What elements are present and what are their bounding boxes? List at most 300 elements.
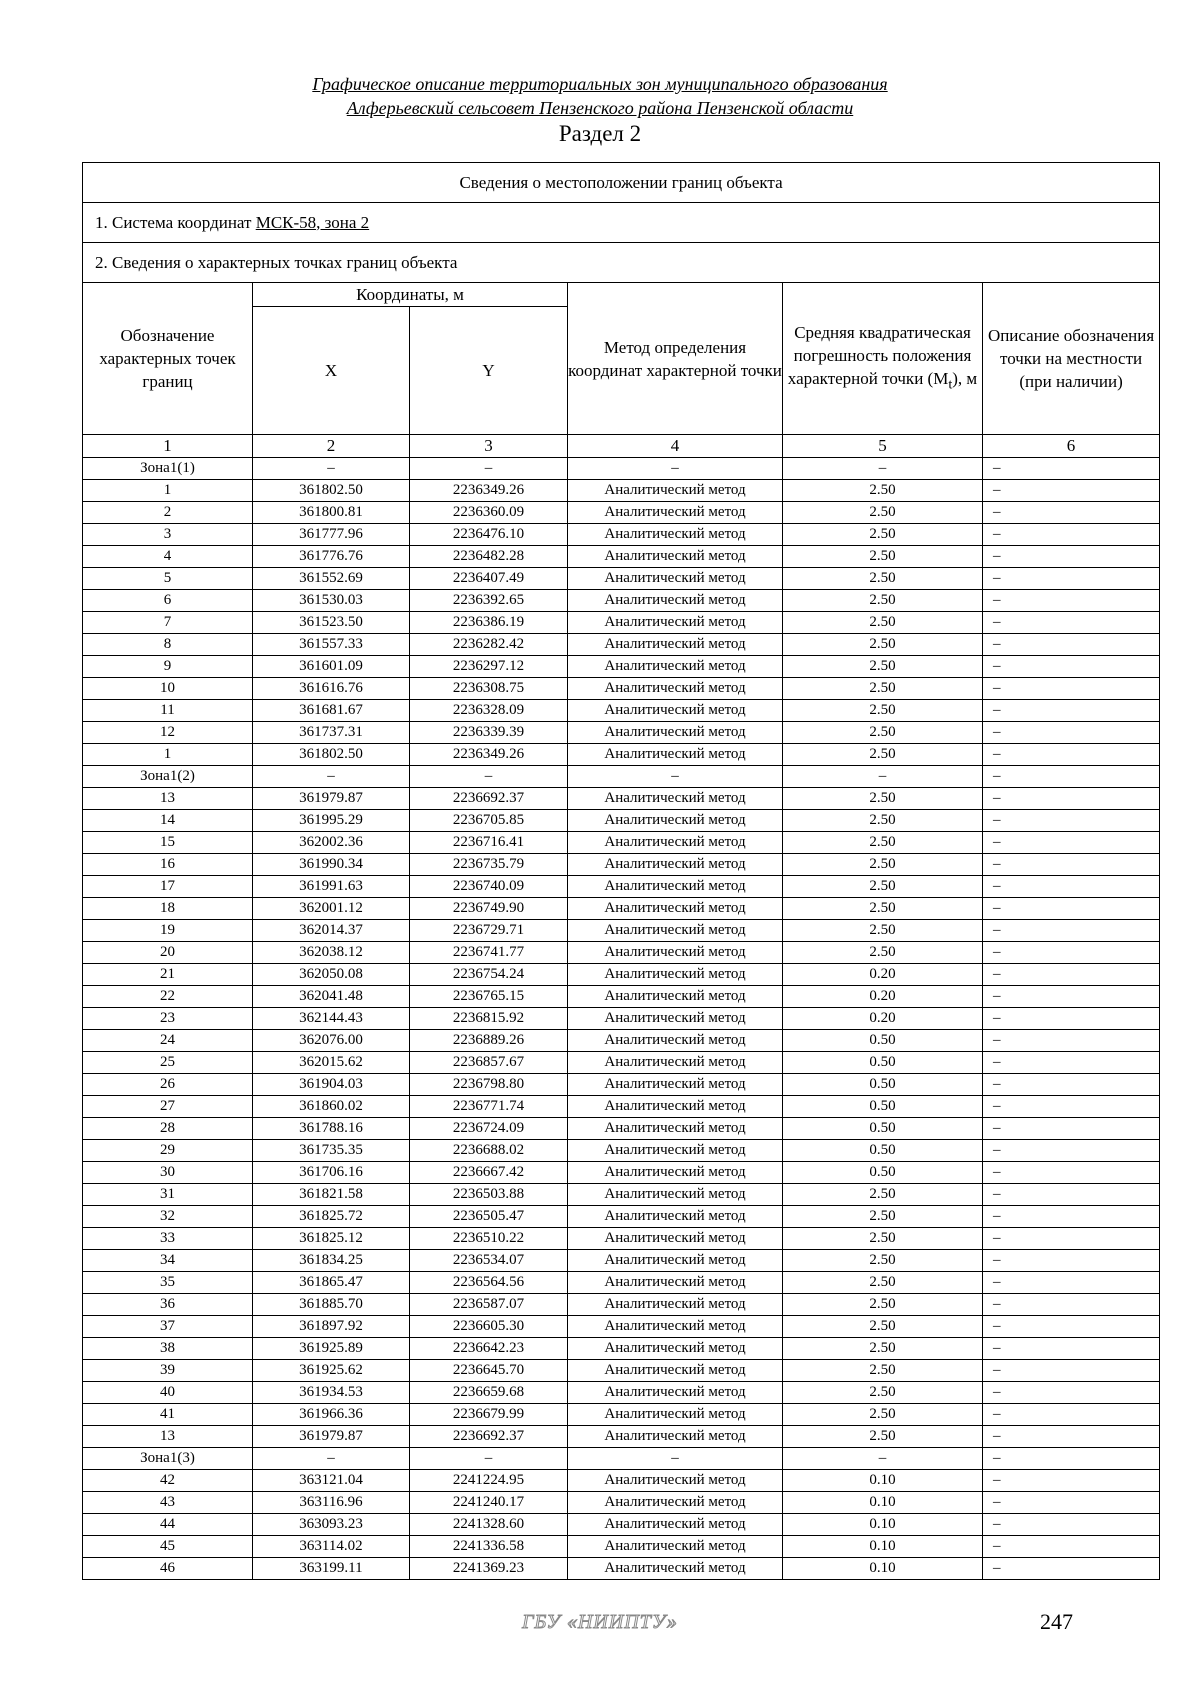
cell-point: 45 [83, 1536, 253, 1558]
table-row [83, 634, 1160, 656]
table-row [83, 568, 1160, 590]
col-number-5: 5 [783, 435, 983, 458]
cell-y: 2236605.30 [410, 1316, 568, 1338]
cell-method: Аналитический метод [568, 1360, 783, 1382]
table-row [83, 1206, 1160, 1228]
cell-y: 2236308.75 [410, 678, 568, 700]
page-number: 247 [1040, 1609, 1073, 1634]
cell-y: 2236667.42 [410, 1162, 568, 1184]
cell-method: Аналитический метод [568, 1206, 783, 1228]
cell-x: 361735.35 [253, 1140, 410, 1162]
cell-point: 21 [83, 964, 253, 986]
cell-method: Аналитический метод [568, 788, 783, 810]
cell-x: 362014.37 [253, 920, 410, 942]
cell-y: – [410, 766, 568, 788]
cell-error: 2.50 [783, 678, 983, 700]
cell-error: 2.50 [783, 1294, 983, 1316]
cell-description: – [983, 920, 1160, 942]
cell-error: 2.50 [783, 1184, 983, 1206]
cell-error: 0.50 [783, 1118, 983, 1140]
cell-point: 8 [83, 634, 253, 656]
cell-point: 34 [83, 1250, 253, 1272]
cell-x: 362144.43 [253, 1008, 410, 1030]
cell-error: 0.10 [783, 1492, 983, 1514]
cell-y: 2236349.26 [410, 744, 568, 766]
table-row [83, 832, 1160, 854]
cell-description: – [983, 1074, 1160, 1096]
cell-method: Аналитический метод [568, 1536, 783, 1558]
cell-point: 16 [83, 854, 253, 876]
cell-x: – [253, 766, 410, 788]
cell-description: – [983, 1294, 1160, 1316]
cell-description: – [983, 524, 1160, 546]
cell-method: Аналитический метод [568, 1470, 783, 1492]
cell-error: – [783, 766, 983, 788]
cell-error: – [783, 458, 983, 480]
cell-error: 0.50 [783, 1096, 983, 1118]
cell-x: 363114.02 [253, 1536, 410, 1558]
cell-method: Аналитический метод [568, 1514, 783, 1536]
cell-description: – [983, 986, 1160, 1008]
cell-method: Аналитический метод [568, 590, 783, 612]
cell-error: 2.50 [783, 1360, 983, 1382]
table-row [83, 1470, 1160, 1492]
cell-point: 15 [83, 832, 253, 854]
cell-point: 4 [83, 546, 253, 568]
cell-description: – [983, 1030, 1160, 1052]
cell-point: 5 [83, 568, 253, 590]
cell-description: – [983, 788, 1160, 810]
cell-point: 11 [83, 700, 253, 722]
cell-point: 23 [83, 1008, 253, 1030]
cell-x: 361865.47 [253, 1272, 410, 1294]
cell-method: Аналитический метод [568, 744, 783, 766]
cell-error: 0.10 [783, 1558, 983, 1580]
cell-method: Аналитический метод [568, 1382, 783, 1404]
cell-description: – [983, 1118, 1160, 1140]
cell-error: 2.50 [783, 1206, 983, 1228]
cell-point: 26 [83, 1074, 253, 1096]
cell-y: 2236534.07 [410, 1250, 568, 1272]
cell-error: 0.10 [783, 1470, 983, 1492]
cell-x: 361885.70 [253, 1294, 410, 1316]
cell-point: 41 [83, 1404, 253, 1426]
cell-error: 0.50 [783, 1030, 983, 1052]
cell-point: 27 [83, 1096, 253, 1118]
cell-description: – [983, 700, 1160, 722]
cell-point: 32 [83, 1206, 253, 1228]
cell-y: 2236659.68 [410, 1382, 568, 1404]
cell-method: Аналитический метод [568, 612, 783, 634]
cell-description: – [983, 1162, 1160, 1184]
cell-error: 2.50 [783, 1316, 983, 1338]
cell-x: 361925.89 [253, 1338, 410, 1360]
cell-point: 10 [83, 678, 253, 700]
header-description: Описание обозначения точки на местности (при наличии) [983, 283, 1160, 435]
cell-x: 361904.03 [253, 1074, 410, 1096]
cell-method: Аналитический метод [568, 656, 783, 678]
cell-point: 38 [83, 1338, 253, 1360]
cell-point: 1 [83, 480, 253, 502]
cell-method: Аналитический метод [568, 634, 783, 656]
cell-point: 31 [83, 1184, 253, 1206]
cell-description: – [983, 1008, 1160, 1030]
cell-x: 361523.50 [253, 612, 410, 634]
cell-description: – [983, 854, 1160, 876]
cell-y: 2236771.74 [410, 1096, 568, 1118]
cell-error: 2.50 [783, 700, 983, 722]
table-row [83, 964, 1160, 986]
cell-method: Аналитический метод [568, 1404, 783, 1426]
coord-system-row [83, 203, 1160, 243]
table-row [83, 876, 1160, 898]
cell-method: Аналитический метод [568, 1140, 783, 1162]
cell-y: 2241328.60 [410, 1514, 568, 1536]
col-number-3: 3 [410, 435, 568, 458]
cell-point: 9 [83, 656, 253, 678]
cell-point: 30 [83, 1162, 253, 1184]
table-row [83, 1118, 1160, 1140]
cell-y: 2241369.23 [410, 1558, 568, 1580]
table-row [83, 1558, 1160, 1580]
cell-y: 2236503.88 [410, 1184, 568, 1206]
cell-error: 0.50 [783, 1162, 983, 1184]
cell-x: 361995.29 [253, 810, 410, 832]
cell-y: 2236407.49 [410, 568, 568, 590]
cell-point: 22 [83, 986, 253, 1008]
cell-y: 2236642.23 [410, 1338, 568, 1360]
cell-method: Аналитический метод [568, 854, 783, 876]
cell-method: Аналитический метод [568, 832, 783, 854]
cell-description: – [983, 1206, 1160, 1228]
cell-y: 2236360.09 [410, 502, 568, 524]
cell-y: 2236724.09 [410, 1118, 568, 1140]
cell-x: 361925.62 [253, 1360, 410, 1382]
cell-point: 37 [83, 1316, 253, 1338]
cell-method: Аналитический метод [568, 1052, 783, 1074]
cell-method: Аналитический метод [568, 810, 783, 832]
cell-x: 362050.08 [253, 964, 410, 986]
cell-point: 6 [83, 590, 253, 612]
cell-error: 0.20 [783, 964, 983, 986]
cell-method: Аналитический метод [568, 1074, 783, 1096]
cell-description: – [983, 634, 1160, 656]
coord-system-label: 1. Система координат [95, 212, 256, 232]
cell-method: Аналитический метод [568, 1228, 783, 1250]
cell-y: 2236815.92 [410, 1008, 568, 1030]
cell-error: 2.50 [783, 656, 983, 678]
cell-description: – [983, 832, 1160, 854]
cell-y: 2236482.28 [410, 546, 568, 568]
cell-y: 2236328.09 [410, 700, 568, 722]
table-row [83, 1250, 1160, 1272]
cell-error: 2.50 [783, 568, 983, 590]
table-row [83, 1140, 1160, 1162]
cell-error: 2.50 [783, 1382, 983, 1404]
cell-error: 2.50 [783, 524, 983, 546]
cell-method: Аналитический метод [568, 1118, 783, 1140]
cell-y: 2236564.56 [410, 1272, 568, 1294]
cell-method: Аналитический метод [568, 942, 783, 964]
cell-y: 2236798.80 [410, 1074, 568, 1096]
cell-x: 361601.09 [253, 656, 410, 678]
cell-description: – [983, 568, 1160, 590]
cell-y: 2236679.99 [410, 1404, 568, 1426]
cell-point: 43 [83, 1492, 253, 1514]
cell-method: Аналитический метод [568, 546, 783, 568]
table-row [83, 766, 1160, 788]
cell-error: 2.50 [783, 1250, 983, 1272]
cell-method: Аналитический метод [568, 524, 783, 546]
cell-error: 2.50 [783, 920, 983, 942]
cell-method: Аналитический метод [568, 1250, 783, 1272]
cell-description: – [983, 1404, 1160, 1426]
cell-description: – [983, 1316, 1160, 1338]
cell-y: 2236587.07 [410, 1294, 568, 1316]
cell-x: 361616.76 [253, 678, 410, 700]
cell-method: Аналитический метод [568, 898, 783, 920]
table-row [83, 524, 1160, 546]
cell-error: 2.50 [783, 480, 983, 502]
cell-x: 361979.87 [253, 788, 410, 810]
table-row [83, 810, 1160, 832]
table-row [83, 1338, 1160, 1360]
table-row [83, 788, 1160, 810]
cell-x: 361802.50 [253, 480, 410, 502]
cell-method: Аналитический метод [568, 1558, 783, 1580]
points-section-title: 2. Сведения о характерных точках границ объекта [83, 243, 1160, 283]
cell-x: 361991.63 [253, 876, 410, 898]
cell-method: Аналитический метод [568, 1008, 783, 1030]
cell-y: 2236349.26 [410, 480, 568, 502]
cell-error: – [783, 1448, 983, 1470]
table-row [83, 744, 1160, 766]
cell-point: 13 [83, 788, 253, 810]
cell-description: – [983, 1228, 1160, 1250]
table-row [83, 722, 1160, 744]
table-row [83, 1184, 1160, 1206]
cell-error: 0.20 [783, 1008, 983, 1030]
cell-point: 33 [83, 1228, 253, 1250]
cell-description: – [983, 678, 1160, 700]
cell-point: 19 [83, 920, 253, 942]
cell-x: 361834.25 [253, 1250, 410, 1272]
cell-y: 2241336.58 [410, 1536, 568, 1558]
cell-point: Зона1(2) [83, 766, 253, 788]
cell-method: – [568, 766, 783, 788]
cell-method: – [568, 1448, 783, 1470]
cell-y: 2236705.85 [410, 810, 568, 832]
cell-x: 361979.87 [253, 1426, 410, 1448]
cell-description: – [983, 1426, 1160, 1448]
doc-title-line-2: Алферьевский сельсовет Пензенского района Пензенской области [346, 98, 854, 118]
cell-point: 39 [83, 1360, 253, 1382]
table-row [83, 1294, 1160, 1316]
cell-error: 0.50 [783, 1052, 983, 1074]
table-title: Сведения о местоположении границ объекта [83, 163, 1160, 203]
cell-method: Аналитический метод [568, 1316, 783, 1338]
cell-error: 2.50 [783, 744, 983, 766]
cell-point: 2 [83, 502, 253, 524]
cell-description: – [983, 1492, 1160, 1514]
cell-description: – [983, 590, 1160, 612]
cell-point: 13 [83, 1426, 253, 1448]
cell-y: 2241240.17 [410, 1492, 568, 1514]
table-row [83, 920, 1160, 942]
header-coordinates: Координаты, м [253, 283, 568, 307]
header-error [783, 283, 983, 435]
header-y: Y [410, 307, 568, 435]
cell-method: – [568, 458, 783, 480]
cell-y: 2236692.37 [410, 1426, 568, 1448]
cell-y: 2236510.22 [410, 1228, 568, 1250]
cell-method: Аналитический метод [568, 700, 783, 722]
cell-x: 361966.36 [253, 1404, 410, 1426]
cell-error: 0.10 [783, 1514, 983, 1536]
cell-error: 2.50 [783, 502, 983, 524]
cell-error: 2.50 [783, 898, 983, 920]
table-row [83, 480, 1160, 502]
cell-description: – [983, 942, 1160, 964]
cell-description: – [983, 1558, 1160, 1580]
cell-y: 2236386.19 [410, 612, 568, 634]
cell-error: 0.50 [783, 1140, 983, 1162]
cell-point: Зона1(1) [83, 458, 253, 480]
cell-error: 2.50 [783, 634, 983, 656]
cell-x: 362038.12 [253, 942, 410, 964]
cell-y: 2236692.37 [410, 788, 568, 810]
cell-method: Аналитический метод [568, 480, 783, 502]
cell-error: 2.50 [783, 1338, 983, 1360]
col-number-4: 4 [568, 435, 783, 458]
cell-description: – [983, 612, 1160, 634]
cell-x: – [253, 1448, 410, 1470]
cell-x: 361825.72 [253, 1206, 410, 1228]
table-row [83, 656, 1160, 678]
cell-method: Аналитический метод [568, 1492, 783, 1514]
cell-y: 2236688.02 [410, 1140, 568, 1162]
cell-error: 0.10 [783, 1536, 983, 1558]
table-row [83, 1030, 1160, 1052]
cell-y: 2236729.71 [410, 920, 568, 942]
table-row [83, 1404, 1160, 1426]
cell-error: 2.50 [783, 1426, 983, 1448]
cell-error: 2.50 [783, 590, 983, 612]
section-title: Раздел 2 [558, 121, 642, 146]
cell-x: 361777.96 [253, 524, 410, 546]
cell-method: Аналитический метод [568, 1162, 783, 1184]
header-error-tail: ), м [952, 368, 978, 388]
table-row [83, 854, 1160, 876]
cell-description: – [983, 502, 1160, 524]
cell-y: 2236392.65 [410, 590, 568, 612]
table-row [83, 1360, 1160, 1382]
cell-point: 18 [83, 898, 253, 920]
cell-x: 361897.92 [253, 1316, 410, 1338]
cell-method: Аналитический метод [568, 1426, 783, 1448]
cell-description: – [983, 1470, 1160, 1492]
table-row [83, 1316, 1160, 1338]
cell-y: 2236339.39 [410, 722, 568, 744]
cell-y: 2236476.10 [410, 524, 568, 546]
cell-y: 2236754.24 [410, 964, 568, 986]
cell-description: – [983, 722, 1160, 744]
cell-x: 361934.53 [253, 1382, 410, 1404]
cell-x: 363121.04 [253, 1470, 410, 1492]
table-row [83, 1008, 1160, 1030]
cell-point: 1 [83, 744, 253, 766]
cell-x: 363199.11 [253, 1558, 410, 1580]
cell-method: Аналитический метод [568, 920, 783, 942]
cell-description: – [983, 1140, 1160, 1162]
cell-y: 2236645.70 [410, 1360, 568, 1382]
cell-x: – [253, 458, 410, 480]
cell-method: Аналитический метод [568, 1184, 783, 1206]
cell-x: 361802.50 [253, 744, 410, 766]
cell-description: – [983, 480, 1160, 502]
coord-system-value: МСК-58, зона 2 [255, 212, 370, 232]
header-method: Метод определения координат характерной точки [568, 283, 783, 435]
cell-description: – [983, 546, 1160, 568]
table-row [83, 942, 1160, 964]
cell-y: 2236740.09 [410, 876, 568, 898]
cell-description: – [983, 1184, 1160, 1206]
cell-error: 0.20 [783, 986, 983, 1008]
cell-error: 2.50 [783, 942, 983, 964]
table-row [83, 546, 1160, 568]
cell-method: Аналитический метод [568, 1030, 783, 1052]
cell-description: – [983, 898, 1160, 920]
cell-y: 2236857.67 [410, 1052, 568, 1074]
cell-description: – [983, 810, 1160, 832]
cell-point: 17 [83, 876, 253, 898]
footer-organization: ГБУ «НИИПТУ» [522, 1611, 678, 1633]
cell-y: 2236282.42 [410, 634, 568, 656]
cell-x: 361737.31 [253, 722, 410, 744]
header-x: X [253, 307, 410, 435]
cell-point: 29 [83, 1140, 253, 1162]
cell-x: 362076.00 [253, 1030, 410, 1052]
table-row [83, 1228, 1160, 1250]
table-row [83, 1096, 1160, 1118]
cell-description: – [983, 656, 1160, 678]
cell-point: 24 [83, 1030, 253, 1052]
cell-error: 2.50 [783, 1228, 983, 1250]
table-row [83, 1382, 1160, 1404]
cell-method: Аналитический метод [568, 1272, 783, 1294]
cell-description: – [983, 744, 1160, 766]
table-row [83, 1162, 1160, 1184]
cell-error: 2.50 [783, 1404, 983, 1426]
cell-error: 2.50 [783, 810, 983, 832]
cell-y: – [410, 1448, 568, 1470]
cell-point: 36 [83, 1294, 253, 1316]
cell-y: – [410, 458, 568, 480]
cell-x: 361706.16 [253, 1162, 410, 1184]
cell-y: 2236716.41 [410, 832, 568, 854]
cell-y: 2236735.79 [410, 854, 568, 876]
col-number-1: 1 [83, 435, 253, 458]
cell-method: Аналитический метод [568, 502, 783, 524]
cell-method: Аналитический метод [568, 964, 783, 986]
table-row [83, 700, 1160, 722]
table-row [83, 1492, 1160, 1514]
cell-method: Аналитический метод [568, 722, 783, 744]
cell-y: 2236505.47 [410, 1206, 568, 1228]
cell-y: 2236765.15 [410, 986, 568, 1008]
cell-y: 2236749.90 [410, 898, 568, 920]
cell-method: Аналитический метод [568, 1338, 783, 1360]
